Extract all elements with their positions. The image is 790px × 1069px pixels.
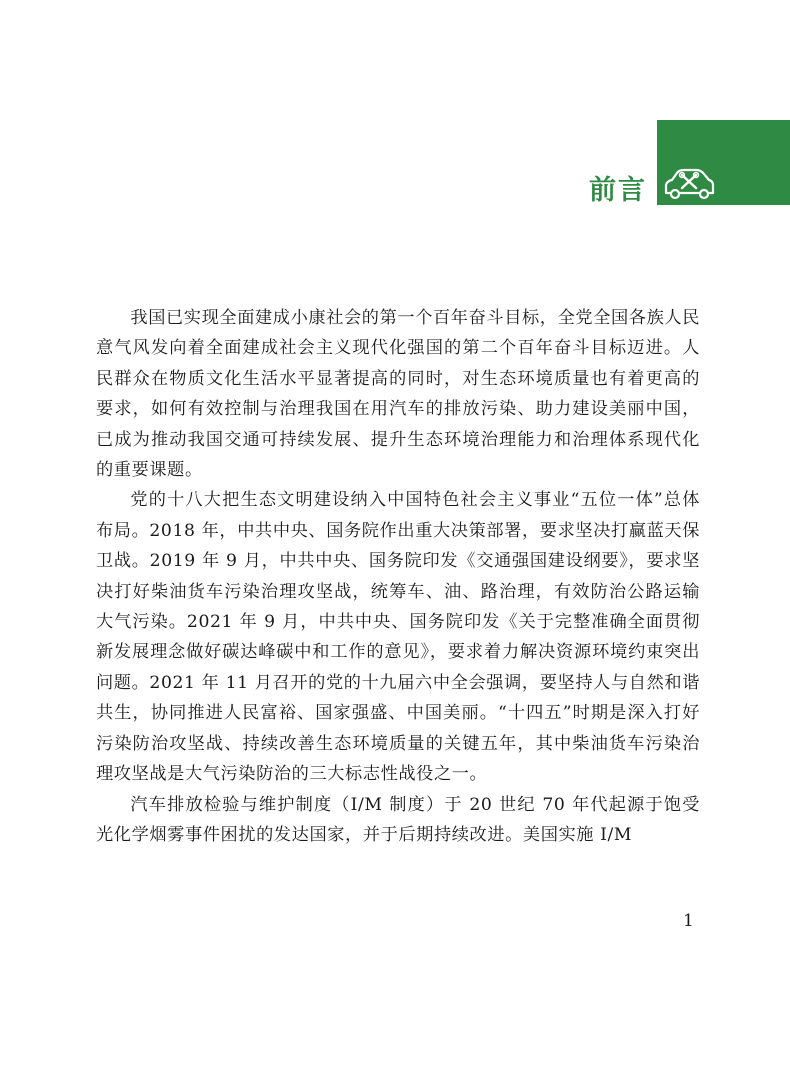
page-title: 前言 — [589, 175, 647, 206]
paragraph-2: 党的十八大把生态文明建设纳入中国特色社会主义事业“五位一体”总体布局。2018 年，中共中央、国务院作出重大决策部署，要求坚决打赢蓝天保卫战。2019 年 9 月，中共中央、国务院印发《交通强国建设纲要》，要求坚决打好柴油货车污染治理攻坚战，统筹车、油、路治理，有效防治公路运输大气污染。2021 年 9 月，中共中央、国务院印发《关于完整准确全面贯彻新发展理念做好碳达峰碳中和工作的意见》，要求着力解决资源环境约束突出问题。2021 年 11 月召开的党的十九届六中全会强调，要坚持人与自然和谐共生，协同推进人民富裕、国家强盛、中国美丽。“十四五”时期是深入打好污染防治攻坚战、持续改善生态环境质量的关键五年，其中柴油货车污染治理攻坚战是大气污染防治的三大标志性战役之一。 — [96, 490, 700, 785]
header-green-block — [657, 120, 790, 205]
car-with-tools-icon — [661, 166, 717, 202]
paragraph-3: 汽车排放检验与维护制度（I/M 制度）于 20 世纪 70 年代起源于饱受光化学烟雾事件困扰的发达国家，并于后期持续改进。美国实施 I/M — [96, 794, 700, 845]
page-number: 1 — [683, 911, 694, 931]
paragraph-1: 我国已实现全面建成小康社会的第一个百年奋斗目标，全党全国各族人民意气风发向着全面建成社会主义现代化强国的第二个百年奋斗目标迈进。人民群众在物质文化生活水平显著提高的同时，对生态环境质量也有着更高的要求，如何有效控制与治理我国在用汽车的排放污染、助力建设美丽中国，已成为推动我国交通可持续发展、提升生态环境治理能力和治理体系现代化的重要课题。 — [96, 308, 700, 481]
body-text — [96, 303, 700, 850]
